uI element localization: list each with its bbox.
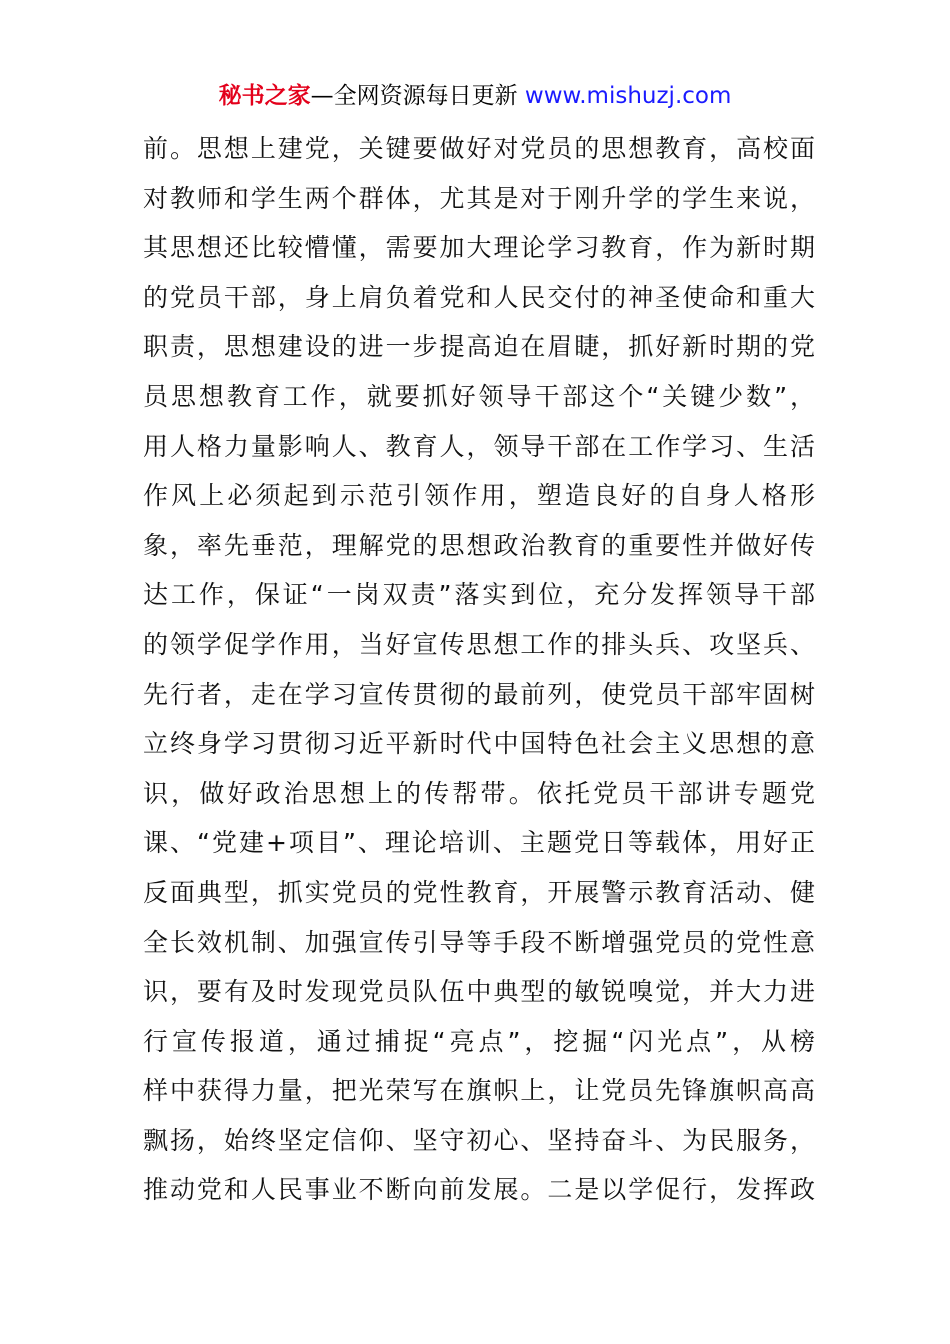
- text-line: 反面典型，抓实党员的党性教育，开展警示教育活动、健: [143, 877, 815, 907]
- text-line: 推动党和人民事业不断向前发展。二是以学促行，发挥政: [143, 1175, 815, 1205]
- header-tagline: —全网资源每日更新: [310, 83, 525, 109]
- text-line: 象，率先垂范，理解党的思想政治教育的重要性并做好传: [143, 530, 815, 560]
- brand-name: 秘书之家: [218, 83, 311, 109]
- text-line: 行宣传报道，通过捕捉“亮点”，挖掘“闪光点”，从榜: [143, 1026, 815, 1056]
- text-line: 对教师和学生两个群体，尤其是对于刚升学的学生来说，: [143, 183, 815, 213]
- page-header: [0, 78, 950, 114]
- text-line: 职责，思想建设的进一步提高迫在眉睫，抓好新时期的党: [143, 332, 815, 362]
- text-line: 员思想教育工作，就要抓好领导干部这个“关键少数”，: [143, 381, 815, 411]
- text-line: 立终身学习贯彻习近平新时代中国特色社会主义思想的意: [143, 729, 815, 759]
- text-line: 课、“党建+项目”、理论培训、主题党日等载体，用好正: [143, 828, 815, 858]
- text-line: 飘扬，始终坚定信仰、坚守初心、坚持奋斗、为民服务，: [143, 1125, 815, 1155]
- text-line: 先行者，走在学习宣传贯彻的最前列，使党员干部牢固树: [143, 679, 815, 709]
- text-line: 前。思想上建党，关键要做好对党员的思想教育，高校面: [143, 134, 815, 163]
- text-line: 作风上必须起到示范引领作用，塑造良好的自身人格形: [143, 481, 815, 511]
- text-line: 达工作，保证“一岗双责”落实到位，充分发挥领导干部: [143, 580, 815, 610]
- site-url-link[interactable]: www.mishuzj.com: [524, 83, 732, 109]
- text-line: 的党员干部，身上肩负着党和人民交付的神圣使命和重大: [143, 282, 815, 312]
- text-line: 用人格力量影响人、教育人，领导干部在工作学习、生活: [143, 431, 815, 461]
- text-line: 识，要有及时发现党员队伍中典型的敏锐嗅觉，并大力进: [143, 977, 815, 1007]
- body-text: [143, 124, 815, 1215]
- text-line: 全长效机制、加强宣传引导等手段不断增强党员的党性意: [143, 927, 815, 957]
- text-line: 样中获得力量，把光荣写在旗帜上，让党员先锋旗帜高高: [143, 1076, 815, 1106]
- text-line: 其思想还比较懵懂，需要加大理论学习教育，作为新时期: [143, 233, 815, 263]
- text-line: 识，做好政治思想上的传帮带。依托党员干部讲专题党: [143, 778, 815, 808]
- text-line: 的领学促学作用，当好宣传思想工作的排头兵、攻坚兵、: [143, 629, 815, 659]
